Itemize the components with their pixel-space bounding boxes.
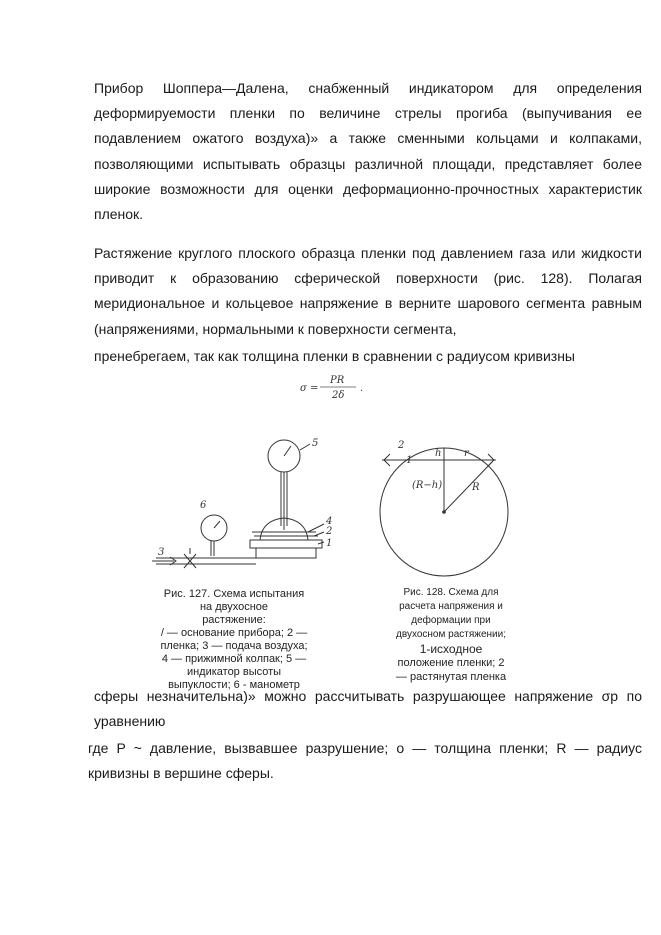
label-h: h [435, 448, 442, 459]
formula [298, 372, 368, 402]
svg-text:.: . [360, 383, 364, 394]
formula-denominator: 2δ [332, 390, 345, 401]
label-5: 5 [312, 438, 319, 449]
figure-128-caption: Рис. 128. Схема для расчета напряжения и деформации при двухосном растяжении; 1-исходное положение пленки; 2 — растянутая пленка [395, 587, 507, 683]
paragraph-description: Прибор Шоппера—Далена, снабженный индикатором для определения деформируемости пленки по величине стрелы прогиба (выпучивания ее подавлением ожатого воздуха)» а также сменными кольцами и колпаками, позволяющими испытывать образцы различной площади, представляет более широкие возможности для оценки деформационно-прочностных характеристик пленок. [94, 80, 642, 223]
paragraph-neglect: пренебрегаем, так как толщина пленки в сравнении с радиусом кривизны [94, 348, 575, 364]
figure-127-apparatus [148, 428, 348, 580]
paragraph-stretching: Растяжение круглого плоского образца пленки под давлением газа или жидкости приводит к образованию сферической поверхности (рис. 128). Полагая меридиональное и кольцевое напряжение в верните шарового сегмента равным (напряжениями, нормальными к поверхности сегмента, [94, 245, 642, 337]
label-1: 1 [406, 455, 413, 466]
label-2: 2 [398, 440, 405, 451]
label-r-minus-h: (R−h) [412, 480, 443, 491]
paragraph-definitions: где P ~ давление, вызвавшее разрушение; о — толщина пленки; R — радиус кривизны в вершине сферы. [88, 740, 642, 782]
formula-numerator: PR [330, 375, 345, 386]
figure-127-caption: Рис. 127. Схема испытания на двухосное растяжение: / — основание прибора; 2 — пленка; 3 — подача воздуха; 4 — прижимной колпак; 5 — индикатор высоты выпуклости; 6 - манометр [160, 588, 308, 691]
figure-128-sphere [372, 432, 522, 582]
formula-lhs: σ = [300, 383, 319, 394]
label-4: 4 [326, 516, 333, 527]
paragraph-calculation: сферы незначительна)» можно рассчитывать разрушающее напряжение σр по уравнению [94, 688, 642, 730]
label-1: 1 [326, 538, 333, 549]
label-6: 6 [200, 500, 207, 511]
label-2: 2 [326, 526, 333, 537]
label-3: 3 [158, 547, 165, 558]
label-R: R [472, 482, 480, 493]
label-r: r [464, 448, 469, 459]
